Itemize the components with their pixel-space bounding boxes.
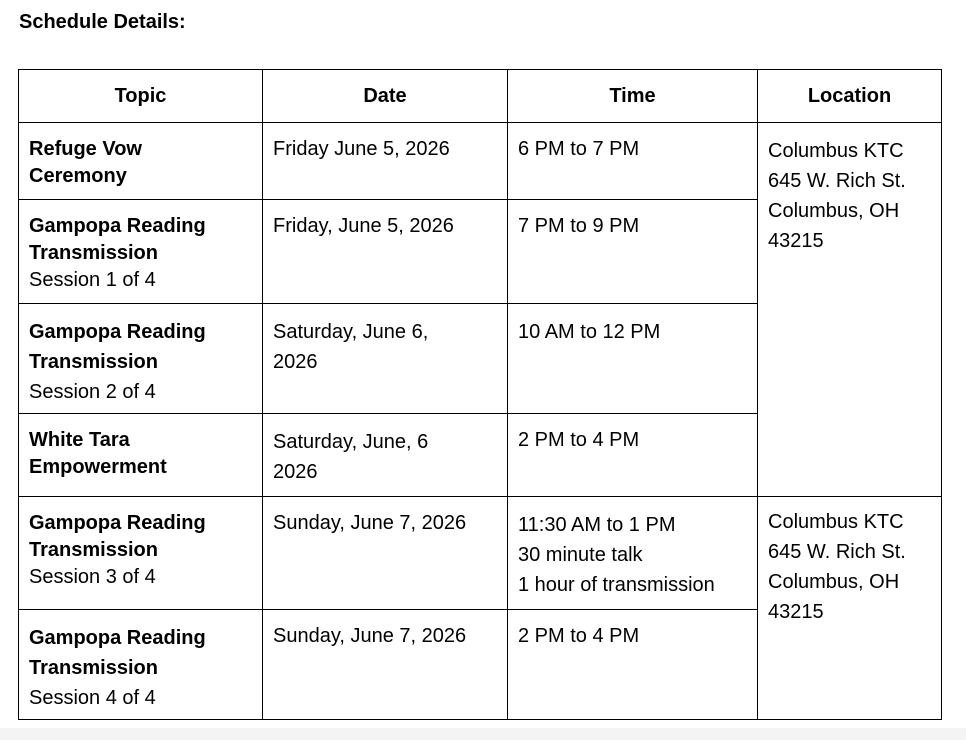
column-header-date: Date [263, 70, 508, 123]
session-label: Session 4 of 4 [29, 687, 156, 709]
topic-title: Refuge Vow [29, 138, 142, 160]
date-text: Friday June 5, 2026 [273, 138, 450, 160]
table-header-row [19, 70, 942, 123]
time-cell [508, 414, 758, 497]
time-cell [508, 200, 758, 304]
topic-title: Gampopa Reading [29, 321, 206, 343]
time-cell [508, 123, 758, 200]
topic-title: Gampopa Reading [29, 512, 206, 534]
location-city: Columbus, OH [768, 571, 900, 593]
page-bottom-edge [0, 728, 966, 740]
topic-cell [19, 610, 263, 720]
date-text: Friday, June 5, 2026 [273, 215, 454, 237]
location-name: Columbus KTC [768, 140, 904, 162]
column-header-location: Location [758, 70, 942, 123]
time-text: 1 hour of transmission [518, 574, 715, 596]
topic-title: Gampopa Reading [29, 215, 206, 237]
date-cell [263, 497, 508, 610]
location-cell [758, 497, 942, 720]
table-row [19, 497, 942, 610]
topic-cell [19, 497, 263, 610]
topic-title: Gampopa Reading [29, 627, 206, 649]
time-cell [508, 497, 758, 610]
table-row [19, 123, 942, 200]
time-cell [508, 304, 758, 414]
topic-title: Transmission [29, 657, 158, 679]
location-name: Columbus KTC [768, 511, 904, 533]
date-cell [263, 200, 508, 304]
session-label: Session 3 of 4 [29, 566, 156, 588]
date-text: 2026 [273, 351, 318, 373]
location-city: Columbus, OH [768, 200, 900, 222]
location-zip: 43215 [768, 230, 824, 252]
date-cell [263, 123, 508, 200]
date-text: Saturday, June 6, [273, 321, 429, 343]
time-cell [508, 610, 758, 720]
topic-cell [19, 123, 263, 200]
time-text: 6 PM to 7 PM [518, 138, 640, 160]
date-text: Sunday, June 7, 2026 [273, 625, 467, 647]
topic-title: Transmission [29, 539, 158, 561]
time-text: 7 PM to 9 PM [518, 215, 640, 237]
time-text: 2 PM to 4 PM [518, 429, 640, 451]
session-label: Session 1 of 4 [29, 269, 156, 291]
topic-cell [19, 304, 263, 414]
schedule-table [18, 69, 942, 720]
location-zip: 43215 [768, 601, 824, 623]
date-cell [263, 304, 508, 414]
date-cell [263, 610, 508, 720]
location-street: 645 W. Rich St. [768, 541, 906, 563]
topic-title: White Tara [29, 429, 130, 451]
page-title: Schedule Details: [19, 11, 186, 33]
topic-title: Empowerment [29, 456, 167, 478]
location-street: 645 W. Rich St. [768, 170, 906, 192]
topic-title: Ceremony [29, 165, 127, 187]
date-cell [263, 414, 508, 497]
time-text: 30 minute talk [518, 544, 643, 566]
date-text: Sunday, June 7, 2026 [273, 512, 467, 534]
date-text: Saturday, June, 6 [273, 431, 429, 453]
topic-cell [19, 414, 263, 497]
topic-title: Transmission [29, 242, 158, 264]
column-header-time: Time [508, 70, 758, 123]
topic-cell [19, 200, 263, 304]
column-header-topic: Topic [19, 70, 263, 123]
session-label: Session 2 of 4 [29, 381, 156, 403]
date-text: 2026 [273, 461, 318, 483]
time-text: 11:30 AM to 1 PM [518, 514, 676, 536]
time-text: 10 AM to 12 PM [518, 321, 661, 343]
topic-title: Transmission [29, 351, 158, 373]
location-cell [758, 123, 942, 497]
time-text: 2 PM to 4 PM [518, 625, 640, 647]
